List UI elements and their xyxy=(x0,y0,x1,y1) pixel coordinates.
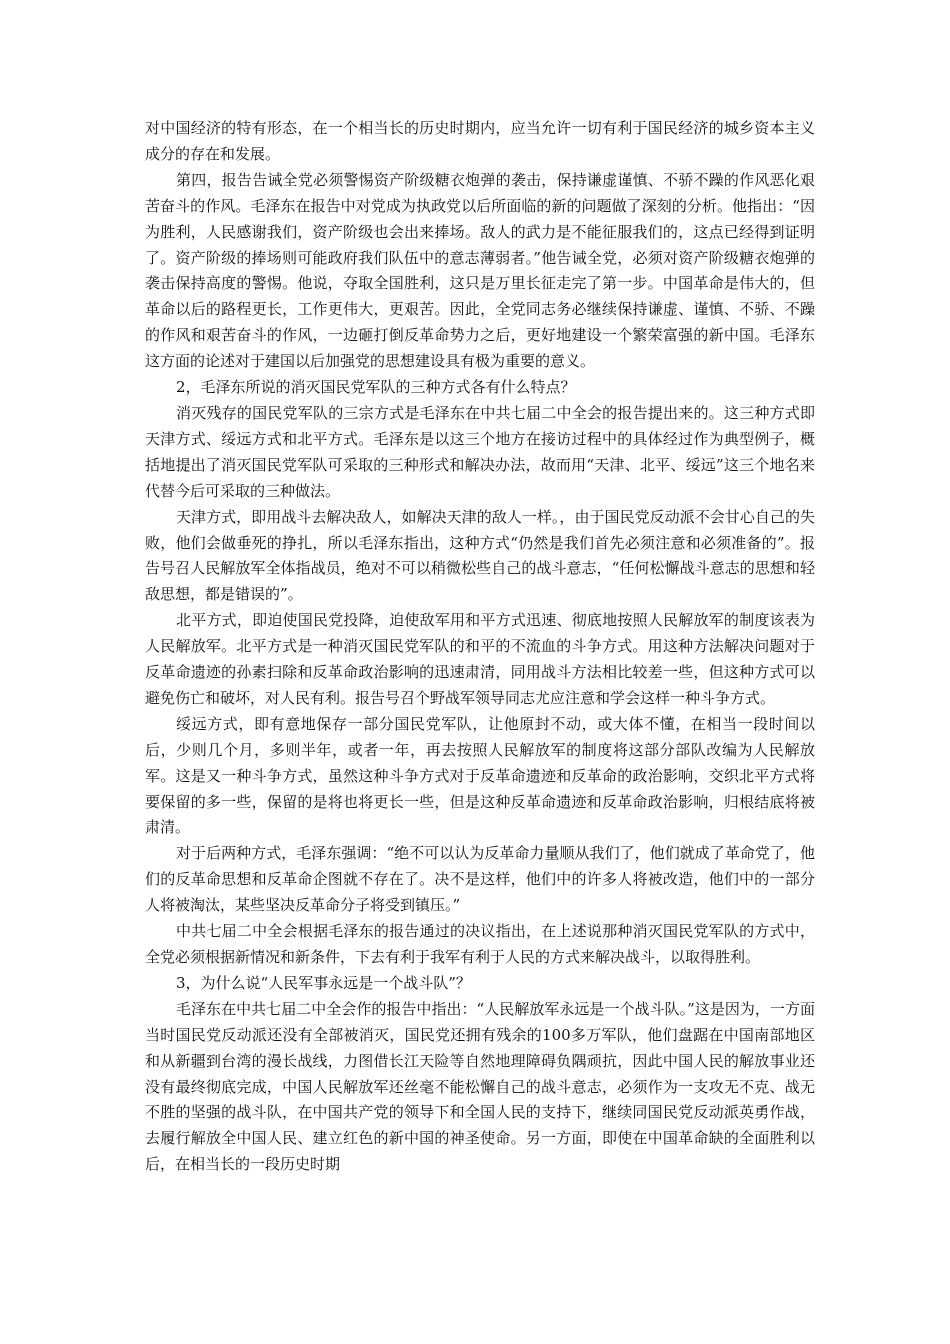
paragraph-three-methods: 消灭残存的国民党军队的三宗方式是毛泽东在中共七届二中全会的报告提出来的。这三种方式即天津方式、绥远方式和北平方式。毛泽东是以这三个地方在接访过程中的具体经过作为典型例子，概括地提出了消灭国民党军队可采取的三种形式和解决办法，故而用“天津、北平、绥远”这三个地名来代替今后可采取的三种做法。 xyxy=(145,403,815,500)
paragraph-suiyuan-method: 绥远方式，即有意地保存一部分国民党军队，让他原封不动，或大体不懂，在相当一段时间以后，少则几个月，多则半年，或者一年，再去按照人民解放军的制度将这部分部队改编为人民解放军。这是又一种斗争方式，虽然这种斗争方式对于反革命遗迹和反革命的政治影响，交织北平方式将要保留的多一些，保留的是将也将更长一些，但是这种反革命遗迹和反革命政治影响，归根结底将被肃清。 xyxy=(145,714,815,837)
paragraph-plenum-resolution: 中共七届二中全会根据毛泽东的报告通过的决议指出，在上述说那种消灭国民党军队的方式中，全党必须根据新情况和新条件，下去有利于我军有利于人民的方式来解决战斗，以取得胜利。 xyxy=(145,922,815,966)
document-body xyxy=(145,116,815,1178)
paragraph-beiping-method: 北平方式，即迫使国民党投降，迫使敌军用和平方式迅速、彻底地按照人民解放军的制度该表为人民解放军。北平方式是一种消灭国民党军队的和平的不流血的斗争方式。用这种方法解决问题对于反革命遗迹的孙素扫除和反革命政治影响的迅速肃清，同用战斗方法相比较差一些，但这种方式可以避免伤亡和破坏，对人民有利。报告号召个野战军领导同志尤应注意和学会这样一种斗争方式。 xyxy=(145,611,815,707)
paragraph-latter-two-methods: 对于后两种方式，毛泽东强调：“绝不可以认为反革命力量顺从我们了，他们就成了革命党了，他们的反革命思想和反革命企图就不存在了。决不是这样，他们中的许多人将被改造，他们中的一部分人将被淘汰，某些坚决反革命分子将受到镇压。” xyxy=(145,844,815,915)
paragraph-fighting-force: 毛泽东在中共七届二中全会作的报告中指出：“人民解放军永远是一个战斗队。”这是因为，一方面当时国民党反动派还没有全部被消灭，国民党还拥有残余的100多万军队，他们盘踞在中国南部地区和从新疆到台湾的漫长战线，力图借长江天险等自然地理障碍负隅顽抗，因此中国人民的解放事业还没有最终彻底完成，中国人民解放军还丝毫不能松懈自己的战斗意志，必须作为一支攻无不克、战无不胜的坚强的战斗队，在中国共产党的领导下和全国人民的支持下，继续同国民党反动派英勇作战，去履行解放全中国人民、建立红色的新中国的神圣使命。另一方面，即使在中国革命缺的全面胜利以后，在相当长的一段历史时期 xyxy=(145,999,815,1174)
paragraph-economy-continuation: 对中国经济的特有形态，在一个相当长的历史时期内，应当允许一切有利于国民经济的城乡资本主义成分的存在和发展。 xyxy=(145,119,815,163)
question-heading-3: 3，为什么说“人民军事永远是一个战斗队”？ xyxy=(176,973,471,992)
paragraph-fourth-point: 第四，报告告诫全党必须警惕资产阶级糖衣炮弹的袭击，保持谦虚谨慎、不骄不躁的作风恶化艰苦奋斗的作风。毛泽东在报告中对党成为执政党以后所面临的新的问题做了深刻的分析。他指出：“因为胜利，人民感谢我们，资产阶级也会出来捧场。敌人的武力是不能征服我们的，这点已经得到证明了。资产阶级的捧场则可能政府我们队伍中的意志薄弱者。”他告诫全党，必须对资产阶级糖衣炮弹的袭击保持高度的警惕。他说，夺取全国胜利，这只是万里长征走完了第一步。中国革命是伟大的，但革命以后的路程更长，工作更伟大，更艰苦。因此，全党同志务必继续保持谦虚、谨慎、不骄、不躁的作风和艰苦奋斗的作风，一边砸打倒反革命势力之后，更好地建设一个繁荣富强的新中国。毛泽东这方面的论述对于建国以后加强党的思想建设具有极为重要的意义。 xyxy=(145,170,815,371)
question-heading-2: 2，毛泽东所说的消灭国民党军队的三种方式各有什么特点？ xyxy=(176,378,576,397)
paragraph-tianjin-method: 天津方式，即用战斗去解决敌人，如解决天津的敌人一样。，由于国民党反动派不会甘心自己的失败，他们会做垂死的挣扎，所以毛泽东指出，这种方式“仍然是我们首先必须注意和必须准备的”。报告号召人民解放军全体指战员，绝对不可以稍微松些自己的战斗意志，“任何松懈战斗意志的思想和轻敌思想，都是错误的”。 xyxy=(145,507,815,604)
